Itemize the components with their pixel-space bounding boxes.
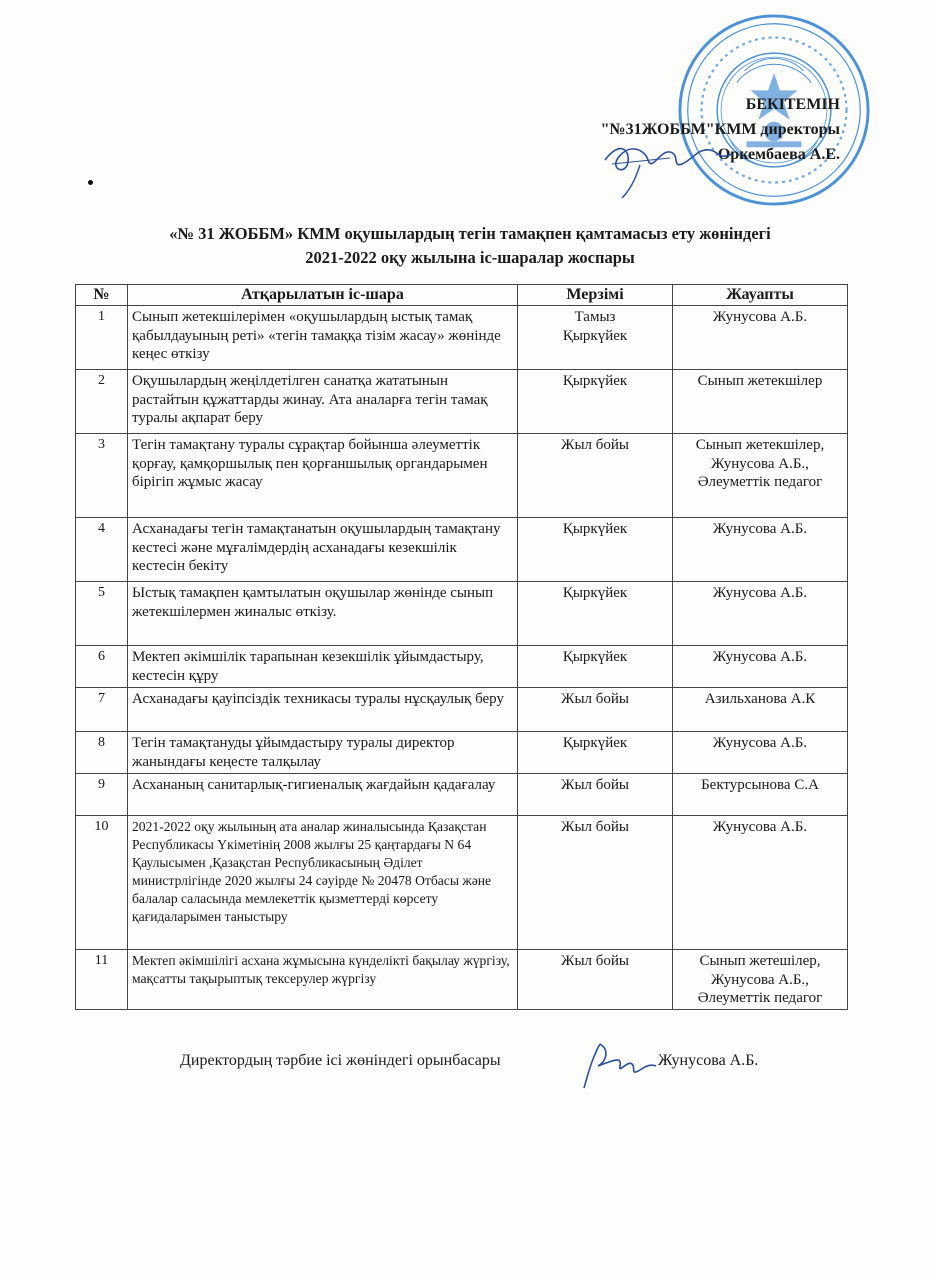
row-term: Қыркүйек [518,646,673,688]
row-number: 9 [76,774,128,816]
row-number: 3 [76,434,128,518]
header-activity: Атқарылатын іс-шара [128,285,518,306]
row-term: Қыркүйек [518,582,673,646]
row-responsible: Азильханова А.К [673,688,848,732]
row-number: 6 [76,646,128,688]
row-term: Жыл бойы [518,434,673,518]
row-number: 7 [76,688,128,732]
table-row [76,732,848,774]
row-activity: Ыстық тамақпен қамтылатын оқушылар жөнінде сынып жетекшілермен жиналыс өткізу. [128,582,518,646]
title-line-1: «№ 31 ЖОББМ» КММ оқушылардың тегін тамақпен қамтамасыз ету жөніндегі [169,224,771,243]
row-responsible: Сынып жетекшілер [673,370,848,434]
row-number: 5 [76,582,128,646]
table-row [76,434,848,518]
row-term: Қыркүйек [518,370,673,434]
table-row [76,306,848,370]
row-responsible: Бектурсынова С.А [673,774,848,816]
row-term: Жыл бойы [518,688,673,732]
footer-name: Жунусова А.Б. [658,1052,759,1069]
approval-director-name: Оркембаева А.Е. [717,146,840,163]
row-term: Жыл бойы [518,816,673,950]
row-activity: Асханадағы қауіпсіздік техникасы туралы нұсқаулық беру [128,688,518,732]
table-row [76,370,848,434]
header-number: № [76,285,128,306]
table-row [76,816,848,950]
table-row [76,646,848,688]
ink-dot [88,180,93,185]
approval-heading: БЕКІТЕМІН [745,96,840,113]
signature-icon [570,1038,660,1092]
row-term: Жыл бойы [518,950,673,1010]
table-row [76,774,848,816]
row-responsible: Жунусова А.Б. [673,816,848,950]
row-activity: Мектеп әкімшілік тарапынан кезекшілік ұйымдастыру, кестесін құру [128,646,518,688]
row-activity: Тегін тамақтану туралы сұрақтар бойынша әлеуметтік қорғау, қамқоршылық пен қорғаншылық органдарымен бірігіп жұмыс жасау [128,434,518,518]
row-activity: Сынып жетекшілерімен «оқушылардың ыстық тамақ қабылдауының реті» «тегін тамаққа тізім жасау» жөнінде кеңес өткізу [128,306,518,370]
table-row [76,582,848,646]
row-term: Қыркүйек [518,732,673,774]
row-responsible: Сынып жетешілер, Жунусова А.Б., Әлеуметтік педагог [673,950,848,1010]
row-responsible: Жунусова А.Б. [673,582,848,646]
row-activity: Асханадағы тегін тамақтанатын оқушылардың тамақтану кестесі және мұғалімдердің асханадағы кезекшілік кестесін бекіту [128,518,518,582]
title-line-2: 2021-2022 оқу жылына іс-шаралар жоспары [305,248,635,267]
row-term: Қыркүйек [518,518,673,582]
row-responsible: Жунусова А.Б. [673,306,848,370]
row-term: Жыл бойы [518,774,673,816]
table-row [76,688,848,732]
row-number: 1 [76,306,128,370]
row-responsible: Жунусова А.Б. [673,518,848,582]
header-responsible: Жауапты [673,285,848,306]
row-number: 11 [76,950,128,1010]
row-number: 10 [76,816,128,950]
row-activity: 2021-2022 оқу жылының ата аналар жиналысында Қазақстан Республикасы Үкіметінің 2008 жылғы 25 қаңтардағы N 64 Қаулысымен ,Қазақстан Республикасының Әділет министрлігінде 2020 жылғы 24 сәуірде № 20478 Отбасы және балалар саласында мемлекеттік қызметтерді көрсету қағидаларымен таныстыру [128,816,518,950]
header-term: Мерзімі [518,285,673,306]
row-responsible: Сынып жетекшілер, Жунусова А.Б., Әлеуметтік педагог [673,434,848,518]
row-responsible: Жунусова А.Б. [673,732,848,774]
table-header-row [76,285,848,306]
footer-position-label: Директордың тәрбие ісі жөніндегі орынбасары [180,1052,501,1069]
approval-position: "№31ЖОББМ"КММ директоры [600,121,840,138]
row-activity: Мектеп әкімшілігі асхана жұмысына күнделікті бақылау жүргізу, мақсатты тақырыптық тексерулер жүргізу [128,950,518,1010]
row-responsible: Жунусова А.Б. [673,646,848,688]
row-number: 2 [76,370,128,434]
row-term: Тамыз Қыркүйек [518,306,673,370]
row-number: 4 [76,518,128,582]
activity-plan-table [75,284,848,1010]
row-activity: Оқушылардың жеңілдетілген санатқа жататынын растайтын құжаттарды жинау. Ата аналарға тегін тамақ туралы ақпарат беру [128,370,518,434]
table-row [76,950,848,1010]
document-title [80,222,860,270]
signature-icon [600,120,740,200]
row-activity: Асхананың санитарлық-гигиеналық жағдайын қадағалау [128,774,518,816]
row-activity: Тегін тамақтануды ұйымдастыру туралы директор жанындағы кеңесте талқылау [128,732,518,774]
table-row [76,518,848,582]
row-number: 8 [76,732,128,774]
